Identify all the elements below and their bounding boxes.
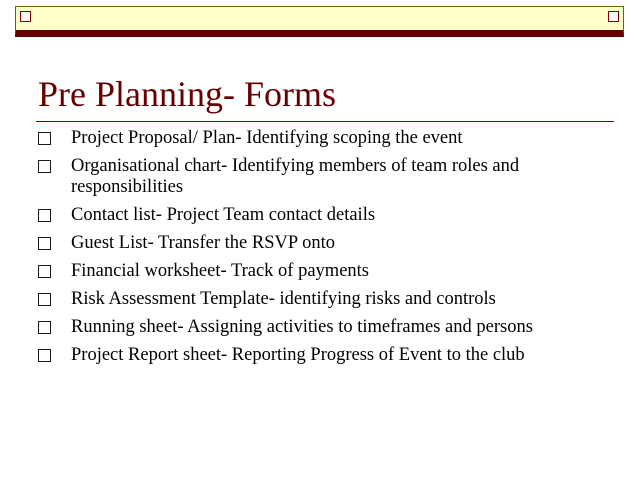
list-item — [38, 289, 608, 310]
square-bullet-icon — [38, 237, 51, 250]
square-bullet-icon — [20, 11, 31, 22]
list-item — [38, 205, 608, 226]
list-item-text: Financial worksheet- Track of payments — [71, 261, 369, 281]
list-item-text: Project Report sheet- Reporting Progress of Event to the club — [71, 345, 525, 365]
list-item — [38, 345, 608, 366]
list-item-text: Guest List- Transfer the RSVP onto — [71, 233, 335, 253]
title-divider — [36, 121, 614, 122]
square-bullet-icon — [38, 132, 51, 145]
square-bullet-icon — [38, 209, 51, 222]
list-item — [38, 261, 608, 282]
list-item — [38, 128, 608, 149]
square-bullet-icon — [38, 265, 51, 278]
slide-title: Pre Planning- Forms — [38, 74, 337, 114]
header-bar — [15, 6, 624, 37]
square-bullet-icon — [608, 11, 619, 22]
square-bullet-icon — [38, 160, 51, 173]
square-bullet-icon — [38, 321, 51, 334]
list-item — [38, 233, 608, 254]
list-item-text: Project Proposal/ Plan- Identifying scoping the event — [71, 128, 463, 148]
square-bullet-icon — [38, 349, 51, 362]
list-item-text: Contact list- Project Team contact details — [71, 205, 376, 225]
list-item-text: Running sheet- Assigning activities to timeframes and persons — [71, 317, 533, 337]
list-item-text: Risk Assessment Template- identifying risks and controls — [71, 289, 496, 309]
list-item-text: Organisational chart- Identifying members of team roles and responsibilities — [71, 156, 520, 197]
bullet-list — [38, 128, 608, 373]
list-item — [38, 156, 608, 198]
list-item — [38, 317, 608, 338]
square-bullet-icon — [38, 293, 51, 306]
